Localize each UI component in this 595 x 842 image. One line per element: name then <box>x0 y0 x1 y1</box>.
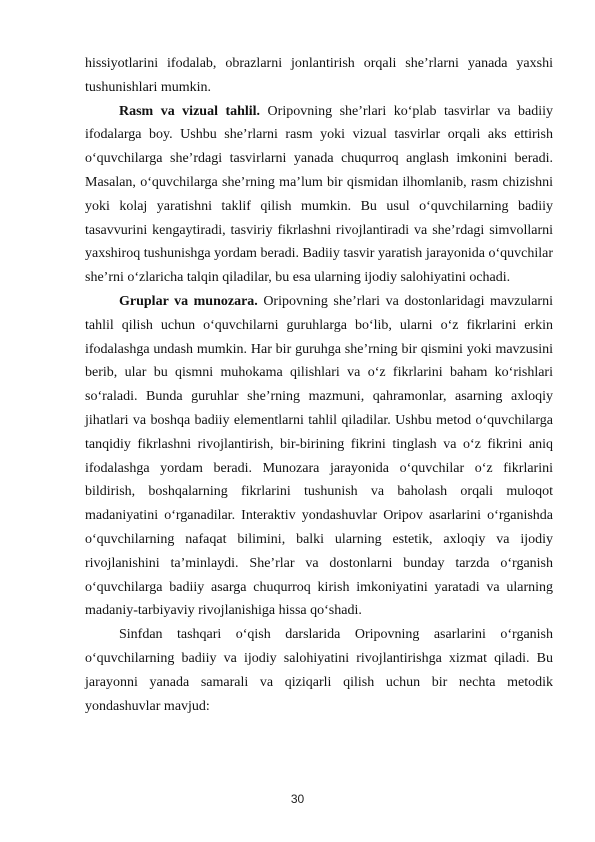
paragraph-lead: Gruplar va munozara. <box>119 293 258 309</box>
paragraph-extracurricular <box>85 623 553 718</box>
paragraph-text: Oripovning she’rlari va dostonlaridagi mavzularni tahlil qilish uchun o‘quvchilarni guruhlarga bo‘lib, ularni o‘z fikrlarini erkin ifodalashga undash mumkin. Har bir guruhga she’rning bir qismini yoki mavzusini berib, ular bu qismni muhokama qilishlari va o‘z fikrlarini baham ko‘rishlari so‘raladi. Bunda guruhlar she’rning mazmuni, qahramonlar, asarning axloqiy jihatlari va boshqa badiiy elementlarni tahlil qiladilar. Ushbu metod o‘quvchilarga tanqidiy fikrlashni rivojlantirish, bir-birining fikrini tinglash va o‘z fikrini aniq ifodalashga yordam beradi. Munozara jarayonida o‘quvchilar o‘z fikrlarini bildirish, boshqalarning fikrlarini tushunish va baholash orqali muloqot madaniyatini o‘rganadilar. Interaktiv yondashuvlar Oripov asarlarini o‘rganishda o‘quvchilarning nafaqat bilimini, balki ularning estetik, axloqiy va ijodiy rivojlanishini ta’minlaydi. She’rlar va dostonlarni bunday tarzda o‘rganish o‘quvchilarga badiiy asarga chuqurroq kirish imkoniyatini yaratadi va ularning madaniy-tarbiyaviy rivojlanishiga hissa qo‘shadi. <box>85 293 553 619</box>
paragraph-text: Oripovning she’rlari ko‘plab tasvirlar va badiiy ifodalarga boy. Ushbu she’rlarni rasm yoki vizual tasvirlar orqali aks ettirish o‘quvchilarga she’rdagi tasvirlarni yanada chuqurroq anglash imkonini beradi. Masalan, o‘quvchilarga she’rning ma’lum bir qismidan ilhomlanib, rasm chizishni yoki kolaj yaratishni taklif qilish mumkin. Bu usul o‘quvchilarning badiiy tasavvurini kengaytiradi, tasviriy fikrlashni rivojlantiradi va she’rdagi simvollarni yaxshiroq tushunishga yordam beradi. Badiiy tasvir yaratish jarayonida o‘quvchilar she’rni o‘zlaricha talqin qiladilar, bu esa ularning ijodiy salohiyatini ochadi. <box>85 103 553 286</box>
paragraph-lead: Rasm va vizual tahlil. <box>119 103 261 119</box>
paragraph-visual-analysis <box>85 100 553 290</box>
paragraph-text: Sinfdan tashqari o‘qish darslarida Oripovning asarlarini o‘rganish o‘quvchilarning badiiy va ijodiy salohiyatini rivojlantirishga xizmat qiladi. Bu jarayonni yanada samarali va qiziqarli qilish uchun bir nechta metodik yondashuvlar mavjud: <box>85 627 553 714</box>
paragraph-continuation <box>85 52 553 100</box>
page-number: 30 <box>290 792 305 806</box>
document-body <box>85 52 553 718</box>
paragraph-group-discussion <box>85 290 553 623</box>
paragraph-text: hissiyotlarini ifodalab, obrazlarni jonlantirish orqali she’rlarni yanada yaxshi tushunishlari mumkin. <box>85 56 553 95</box>
